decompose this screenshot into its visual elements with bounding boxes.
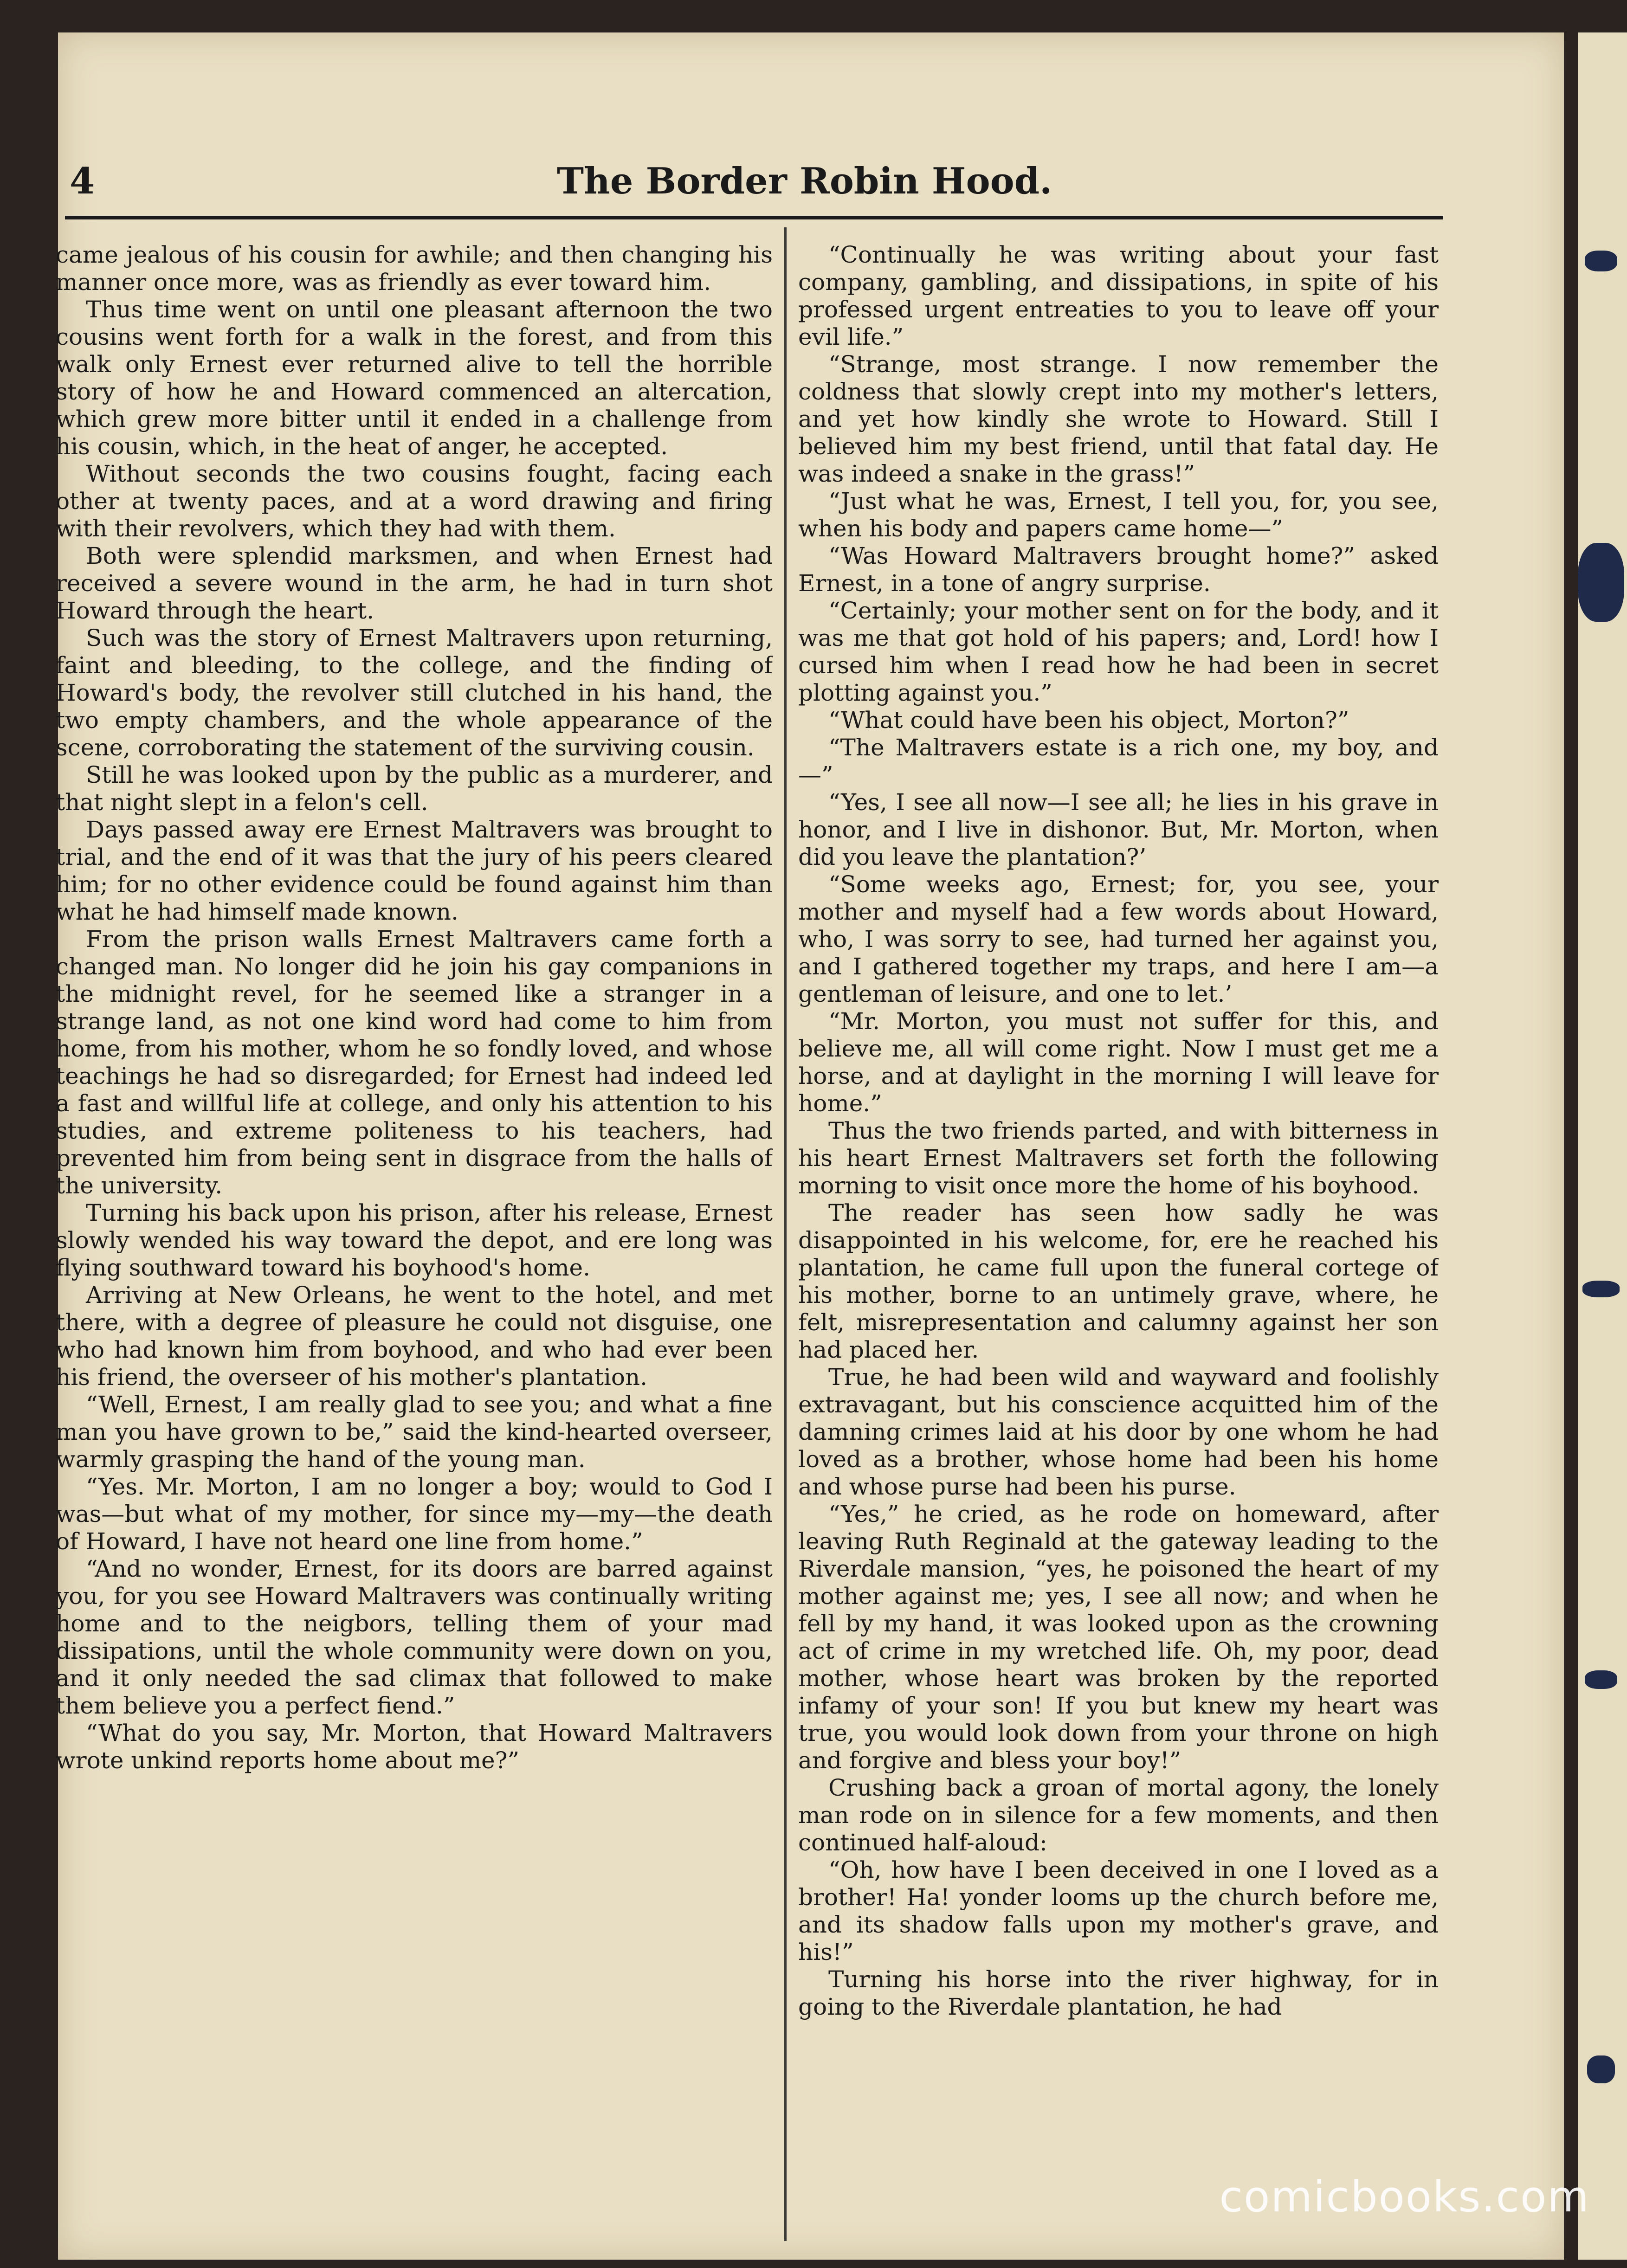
paragraph: Both were splendid marksmen, and when Ernest had received a severe wound in the arm, he had in turn shot Howard through the heart.	[56, 542, 773, 624]
ink-blot	[1578, 543, 1624, 622]
paragraph: “Oh, how have I been deceived in one I loved as a brother! Ha! yonder looms up the church before me, and its shadow falls upon my mother's grave, and his!”	[798, 1856, 1439, 1965]
ink-blot	[1587, 2055, 1615, 2083]
paragraph: The reader has seen how sadly he was disappointed in his welcome, for, ere he reached his plantation, he came full upon the funeral cortege of his mother, borne to an untimely grave, where, he felt, misrepresentation and calumny against her son had placed her.	[798, 1199, 1439, 1363]
paragraph: “Yes,” he cried, as he rode on homeward, after leaving Ruth Reginald at the gateway leading to the Riverdale mansion, “yes, he poisoned the heart of my mother against me; yes, I see all now; and when he fell by my hand, it was looked upon as the crowning act of crime in my wretched life. Oh, my poor, dead mother, whose heart was broken by the reported infamy of your son! If you but knew my heart was true, you would look down from your throne on high and forgive and bless your boy!”	[798, 1501, 1439, 1774]
paragraph: “The Maltravers estate is a rich one, my boy, and—”	[798, 734, 1439, 788]
page-number: 4	[70, 160, 95, 202]
paragraph: “What do you say, Mr. Morton, that Howard Maltravers wrote unkind reports home about me?”	[56, 1720, 773, 1774]
paragraph: True, he had been wild and wayward and foolishly extravagant, but his conscience acquitted him of the damning crimes laid at his door by one whom he had loved as a brother, whose home had been his home and whose purse had been his purse.	[798, 1364, 1439, 1500]
ink-blot	[1585, 1670, 1617, 1689]
paragraph: From the prison walls Ernest Maltravers came forth a changed man. No longer did he join his gay companions in the midnight revel, for he seemed like a stranger in a strange land, as not one kind word had come to him from home, from his mother, whom he so fondly loved, and whose teachings he had so disregarded; for Ernest had indeed led a fast and willful life at college, and only his attention to his studies, and extreme politeness to his teachers, had prevented him from being sent in disgrace from the halls of the university.	[56, 926, 773, 1199]
paragraph: “Some weeks ago, Ernest; for, you see, your mother and myself had a few words about Howard, who, I was sorry to see, had turned her against you, and I gathered together my traps, and here I am—a gentleman of leisure, and one to let.’	[798, 871, 1439, 1007]
paragraph: Turning his horse into the river highway, for in going to the Riverdale plantation, he had	[798, 1966, 1439, 2020]
column-divider	[784, 227, 787, 2241]
paragraph: “Mr. Morton, you must not suffer for this, and believe me, all will come right. Now I must get me a horse, and at daylight in the morning I will leave for home.”	[798, 1008, 1439, 1117]
paragraph: Arriving at New Orleans, he went to the hotel, and met there, with a degree of pleasure he could not disguise, one who had known him from boyhood, and who had ever been his friend, the overseer of his mother's plantation.	[56, 1282, 773, 1391]
paragraph: “Continually he was writing about your fast company, gambling, and dissipations, in spite of his professed urgent entreaties to you to leave off your evil life.”	[798, 241, 1439, 350]
header-rule	[65, 216, 1443, 219]
paragraph: “Yes. Mr. Morton, I am no longer a boy; would to God I was—but what of my mother, for since my—my—the death of Howard, I have not heard one line from home.”	[56, 1473, 773, 1555]
paragraph: Crushing back a groan of mortal agony, the lonely man rode on in silence for a few moments, and then continued half-aloud:	[798, 1774, 1439, 1856]
ink-blot	[1582, 1281, 1620, 1297]
binding-edge	[1578, 32, 1627, 2260]
ink-blot	[1585, 251, 1617, 271]
right-column	[798, 241, 1439, 2232]
paragraph: “Just what he was, Ernest, I tell you, for, you see, when his body and papers came home—”	[798, 488, 1439, 542]
paragraph: “Strange, most strange. I now remember the coldness that slowly crept into my mother's letters, and yet how kindly she wrote to Howard. Still I believed him my best friend, until that fatal day. He was indeed a snake in the grass!”	[798, 351, 1439, 487]
paragraph: “Certainly; your mother sent on for the body, and it was me that got hold of his papers; and, Lord! how I cursed him when I read how he had been in secret plotting against you.”	[798, 597, 1439, 706]
paragraph: “And no wonder, Ernest, for its doors are barred against you, for you see Howard Maltravers was continually writing home and to the neigbors, telling them of your mad dissipations, until the whole community were down on you, and it only needed the sad climax that followed to make them believe you a perfect fiend.”	[56, 1555, 773, 1719]
paragraph: Such was the story of Ernest Maltravers upon returning, faint and bleeding, to the college, and the finding of Howard's body, the revolver still clutched in his hand, the two empty chambers, and the whole appearance of the scene, corroborating the statement of the surviving cousin.	[56, 625, 773, 761]
paragraph: Days passed away ere Ernest Maltravers was brought to trial, and the end of it was that the jury of his peers cleared him; for no other evidence could be found against him than what he had himself made known.	[56, 816, 773, 925]
paragraph: “What could have been his object, Morton?”	[828, 707, 1349, 734]
paragraph: “Yes, I see all now—I see all; he lies in his grave in honor, and I live in dishonor. But, Mr. Morton, when did you leave the plantation?’	[798, 789, 1439, 870]
paragraph: Turning his back upon his prison, after his release, Ernest slowly wended his way toward the depot, and ere long was flying southward toward his boyhood's home.	[56, 1199, 773, 1281]
paragraph: “Well, Ernest, I am really glad to see you; and what a fine man you have grown to be,” said the kind-hearted overseer, warmly grasping the hand of the young man.	[56, 1391, 773, 1473]
left-column	[56, 241, 773, 2232]
paragraph: Still he was looked upon by the public as a murderer, and that night slept in a felon's cell.	[56, 761, 773, 816]
watermark: comicbooks.com	[1219, 2172, 1590, 2222]
paragraph: Without seconds the two cousins fought, facing each other at twenty paces, and at a word drawing and firing with their revolvers, which they had with them.	[56, 460, 773, 542]
paragraph: “Was Howard Maltravers brought home?” asked Ernest, in a tone of angry surprise.	[798, 542, 1439, 597]
paragraph: Thus time went on until one pleasant afternoon the two cousins went forth for a walk in the forest, and from this walk only Ernest ever returned alive to tell the horrible story of how he and Howard commenced an altercation, which grew more bitter until it ended in a challenge from his cousin, which, in the heat of anger, he accepted.	[56, 296, 773, 460]
paragraph: Thus the two friends parted, and with bitterness in his heart Ernest Maltravers set forth the following morning to visit once more the home of his boyhood.	[798, 1117, 1439, 1199]
paragraph: came jealous of his cousin for awhile; and then changing his manner once more, was as friendly as ever toward him.	[56, 241, 773, 296]
running-title: The Border Robin Hood.	[557, 160, 1052, 202]
